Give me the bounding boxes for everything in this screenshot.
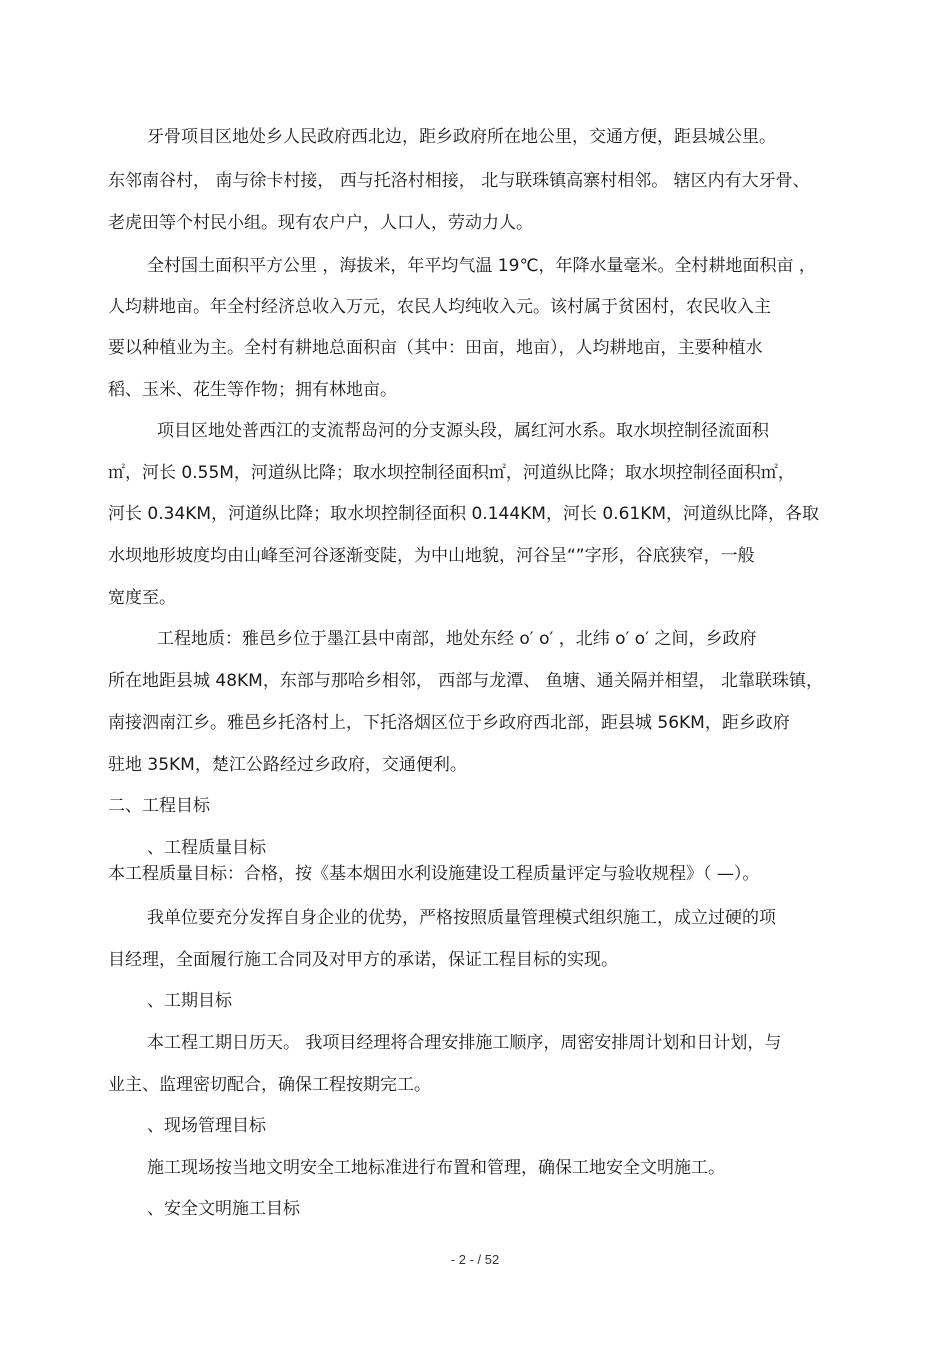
text-line: 人均耕地亩。年全村经济总收入万元，农民人均纯收入元。该村属于贫困村，农民收入主 xyxy=(108,297,771,317)
subsection-heading: 、安全文明施工目标 xyxy=(147,1199,300,1219)
text-line: 宽度至。 xyxy=(108,588,176,608)
page-number: - 2 - / 52 xyxy=(450,1252,500,1267)
text-line: 驻地 35KM，楚江公路经过乡政府，交通便利。 xyxy=(108,755,467,775)
subsection-heading: 、工期目标 xyxy=(147,991,232,1011)
text-line: 东邻南谷村， 南与徐卡村接， 西与托洛村相接， 北与联珠镇高寨村相邻。 辖区内有大牙骨、 xyxy=(108,171,810,191)
text-line: 本工程工期日历天。 我项目经理将合理安排施工顺序，周密安排周计划和日计划，与 xyxy=(147,1033,782,1053)
text-line: 全村国土面积平方公里 ，海拔米，年平均气温 19℃，年降水量毫米。全村耕地面积亩 ， xyxy=(147,256,816,276)
text-line: 所在地距县城 48KM，东部与那哈乡相邻， 西部与龙潭、 鱼塘、通关隔并相望， 北靠联珠镇， xyxy=(108,671,824,691)
text-line: 河长 0.34KM，河道纵比降；取水坝控制径面积 0.144KM，河长 0.61KM，河道纵比降，各取 xyxy=(108,504,820,524)
text-line: 工程地质：雅邑乡位于墨江县中南部，地处东经 o′ o′ ，北纬 o′ o′ 之间，乡政府 xyxy=(157,629,757,649)
text-line: 本工程质量目标：合格，按《基本烟田水利设施建设工程质量评定与验收规程》（ —）。 xyxy=(108,864,760,884)
text-line: 项目区地处普西江的支流帮岛河的分支源头段，属红河水系。取水坝控制径流面积 xyxy=(157,421,769,441)
text-line: 水坝地形坡度均由山峰至河谷逐渐变陡，为中山地貌，河谷呈“”字形，谷底狭窄，一般 xyxy=(108,546,755,566)
subsection-heading: 、工程质量目标 xyxy=(147,838,266,858)
text-line: 施工现场按当地文明安全工地标准进行布置和管理，确保工地安全文明施工。 xyxy=(147,1158,725,1178)
text-line: 业主、监理密切配合，确保工程按期完工。 xyxy=(108,1075,431,1095)
text-line: 我单位要充分发挥自身企业的优势，严格按照质量管理模式组织施工，成立过硬的项 xyxy=(147,908,776,928)
text-line: 南接泗南江乡。雅邑乡托洛村上，下托洛烟区位于乡政府西北部，距县城 56KM，距乡政府 xyxy=(108,713,790,733)
section-heading: 二、工程目标 xyxy=(108,796,210,816)
text-line: 老虎田等个村民小组。现有农户户，人口人，劳动力人。 xyxy=(108,213,533,233)
text-line: 稻、玉米、花生等作物；拥有林地亩。 xyxy=(108,380,397,400)
subsection-heading: 、现场管理目标 xyxy=(147,1116,266,1136)
text-line: 牙骨项目区地处乡人民政府西北边，距乡政府所在地公里，交通方便，距县城公里。 xyxy=(147,127,776,147)
text-line: 要以种植业为主。全村有耕地总面积亩（其中：田亩，地亩），人均耕地亩，主要种植水 xyxy=(108,338,763,358)
text-line: 目经理，全面履行施工合同及对甲方的承诺，保证工程目标的实现。 xyxy=(108,950,618,970)
text-line: ㎡，河长 0.55M，河道纵比降；取水坝控制径面积㎡，河道纵比降；取水坝控制径面积㎡， xyxy=(108,463,795,483)
